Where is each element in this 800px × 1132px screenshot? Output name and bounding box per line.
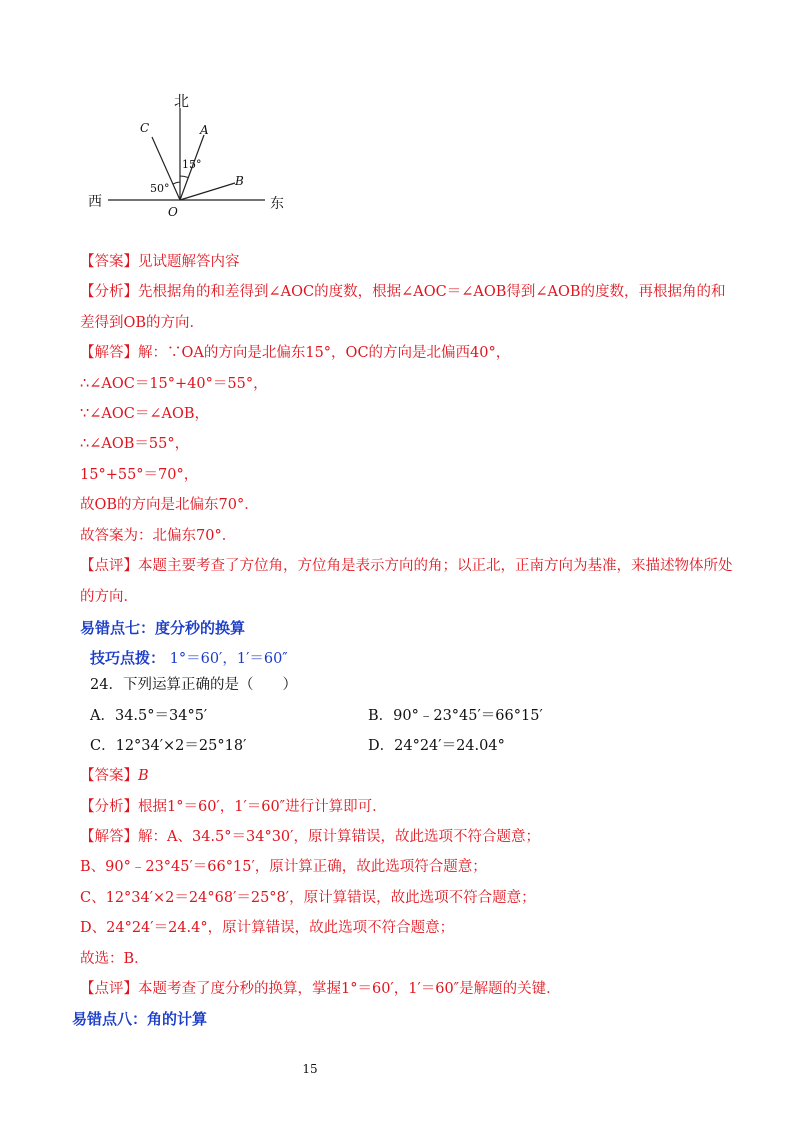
q24-answer-label: 【答案】	[80, 768, 138, 784]
q23-comment-line1: 【点评】本题主要考查了方位角，方位角是表示方向的角；以正北，正南方向为基准，来描述物体所处	[80, 558, 733, 574]
label-a: A	[200, 123, 209, 137]
q23-solution-line5: 15°+55°＝70°，	[80, 467, 199, 483]
q24-analysis: 【分析】根据1°＝60′，1′＝60″进行计算即可．	[80, 799, 387, 815]
q24-solution-line4: D、24°24′＝24.4°，原计算错误，故此选项不符合题意；	[80, 920, 455, 936]
q23-analysis-line1: 【分析】先根据角的和差得到∠AOC的度数，根据∠AOC＝∠AOB得到∠AOB的度数，再根据角的和	[80, 284, 726, 300]
q24-solution-line1: 【解答】解：A、34.5°＝34°30′，原计算错误，故此选项不符合题意；	[80, 829, 540, 845]
label-angle-15: 15°	[182, 158, 202, 171]
q24-option-a: A．34.5°＝34°5′	[90, 708, 208, 724]
label-o: O	[168, 205, 178, 219]
section7-tip-text: 1°＝60′，1′＝60″	[169, 651, 288, 667]
q24-answer	[80, 767, 149, 785]
q24-stem: 24．下列运算正确的是（ ）	[90, 677, 297, 693]
q24-comment: 【点评】本题考查了度分秒的换算，掌握1°＝60′，1′＝60″是解题的关键．	[80, 981, 561, 997]
q23-solution-line3: ∵∠AOC＝∠AOB，	[80, 406, 209, 422]
q24-option-c: C．12°34′×2＝25°18′	[90, 738, 247, 754]
arc-50	[173, 182, 180, 184]
q23-analysis-line2: 差得到OB的方向．	[80, 315, 205, 331]
label-angle-50: 50°	[150, 182, 170, 195]
q24-option-d: D．24°24′＝24.04°	[368, 738, 505, 754]
arc-15	[180, 176, 188, 178]
label-east: 东	[270, 196, 284, 212]
q23-comment-line2: 的方向．	[80, 589, 138, 605]
label-north: 北	[174, 92, 190, 110]
q23-solution-line2: ∴∠AOC＝15°+40°＝55°，	[80, 376, 268, 392]
section7-title: 易错点七：度分秒的换算	[80, 619, 246, 637]
q24-solution-line5: 故选：B．	[80, 951, 149, 967]
page-number: 15	[302, 1062, 318, 1076]
section7-tip	[90, 647, 288, 668]
label-west: 西	[88, 194, 102, 210]
label-c: C	[140, 121, 150, 135]
q24-option-b: B．90°﹣23°45′＝66°15′	[368, 708, 543, 724]
ray-ob	[180, 183, 235, 200]
compass-diagram	[80, 90, 300, 220]
q23-answer: 【答案】见试题解答内容	[80, 254, 240, 270]
q23-solution-line6: 故OB的方向是北偏东70°．	[80, 497, 259, 513]
q23-solution-line7: 故答案为：北偏东70°．	[80, 528, 237, 544]
section8-title: 易错点八：角的计算	[72, 1010, 208, 1028]
q24-answer-value: B	[138, 768, 149, 784]
label-b: B	[235, 174, 244, 188]
q23-solution-line4: ∴∠AOB＝55°，	[80, 436, 190, 452]
section7-tip-label: 技巧点拨：	[90, 649, 166, 667]
q24-solution-line3: C、12°34′×2＝24°68′＝25°8′，原计算错误，故此选项不符合题意；	[80, 890, 536, 906]
q23-solution-line1: 【解答】解：∵OA的方向是北偏东15°，OC的方向是北偏西40°，	[80, 345, 511, 361]
q24-solution-line2: B、90°﹣23°45′＝66°15′，原计算正确，故此选项符合题意；	[80, 859, 487, 875]
